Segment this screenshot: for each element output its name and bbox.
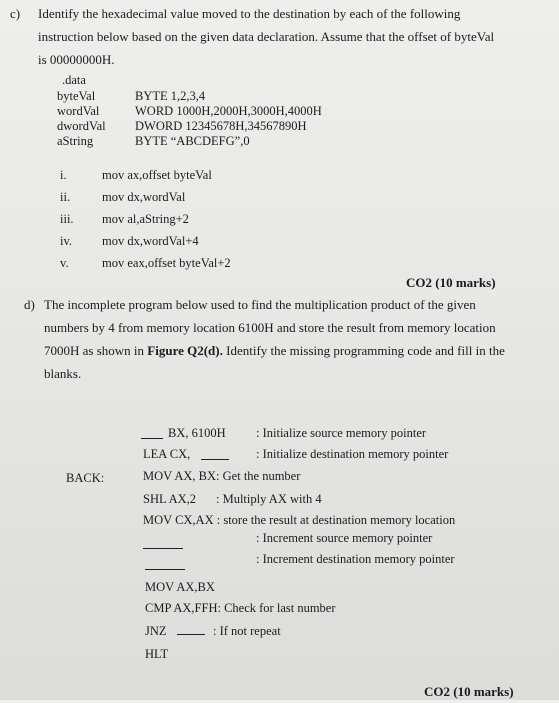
question-d-line-4: blanks. <box>44 366 82 381</box>
program-code: MOV AX,BX <box>145 580 215 594</box>
program-code: SHL AX,2 <box>143 492 197 506</box>
program-comment: : Initialize destination memory pointer <box>256 447 449 461</box>
decl-def: WORD 1000H,2000H,3000H,4000H <box>135 104 322 118</box>
instruction-number: iii. <box>60 212 74 226</box>
program-code: MOV CX,AX : store the result at destination memory location <box>143 513 456 527</box>
decl-name: dwordVal <box>57 119 106 133</box>
back-label: BACK: <box>66 471 105 485</box>
program-code: CMP AX,FFH: Check for last number <box>145 601 336 615</box>
decl-name: aString <box>57 134 94 148</box>
program-code: BX, 6100H <box>168 426 226 440</box>
question-d-label: d) <box>24 297 35 312</box>
question-c-line-2: instruction below based on the given data declaration. Assume that the offset of byteVal <box>38 29 495 44</box>
question-d-line-3-pre: 7000H as shown in <box>44 343 148 358</box>
decl-def: BYTE “ABCDEFG”,0 <box>135 134 250 148</box>
instruction-number: v. <box>60 256 69 270</box>
instruction-number: i. <box>60 168 67 182</box>
answer-blank <box>143 547 183 549</box>
answer-blank <box>177 633 205 635</box>
decl-def: BYTE 1,2,3,4 <box>135 89 206 103</box>
program-comment: : Multiply AX with 4 <box>216 492 322 506</box>
decl-name: byteVal <box>57 89 96 103</box>
instruction-code: mov dx,wordVal+4 <box>102 234 199 248</box>
instruction-number: iv. <box>60 234 73 248</box>
instruction-code: mov eax,offset byteVal+2 <box>102 256 231 270</box>
instruction-code: mov ax,offset byteVal <box>102 168 212 182</box>
figure-reference: Figure Q2(d). <box>147 343 223 358</box>
program-code: LEA CX, <box>143 447 191 461</box>
program-comment: : Increment source memory pointer <box>256 531 433 545</box>
program-code: MOV AX, BX: Get the number <box>143 469 301 483</box>
question-d-marks: CO2 (10 marks) <box>424 684 514 699</box>
program-comment: : Increment destination memory pointer <box>256 552 455 566</box>
decl-name: wordVal <box>57 104 100 118</box>
program-code: HLT <box>145 647 169 661</box>
question-c-label: c) <box>10 6 21 21</box>
question-d-line-2: numbers by 4 from memory location 6100H and store the result from memory location <box>44 320 496 335</box>
program-code: JNZ <box>145 624 167 638</box>
instruction-code: mov dx,wordVal <box>102 190 186 204</box>
question-d-line-3-post: Identify the missing programming code and fill in the <box>222 343 505 358</box>
answer-blank <box>141 437 163 439</box>
answer-blank <box>201 458 229 460</box>
program-comment: : Initialize source memory pointer <box>256 426 427 440</box>
instruction-number: ii. <box>60 190 71 204</box>
data-section-directive: .data <box>62 73 86 87</box>
decl-def: DWORD 12345678H,34567890H <box>135 119 307 133</box>
question-c-marks: CO2 (10 marks) <box>406 275 496 290</box>
question-d-line-1: The incomplete program below used to find the multiplication product of the given <box>44 297 476 312</box>
question-d-line-3 <box>44 339 505 362</box>
question-c-line-1: Identify the hexadecimal value moved to the destination by each of the following <box>38 6 461 21</box>
question-c-line-3: is 00000000H. <box>38 52 115 67</box>
program-comment: : If not repeat <box>213 624 281 638</box>
instruction-code: mov al,aString+2 <box>102 212 189 226</box>
answer-blank <box>145 568 185 570</box>
